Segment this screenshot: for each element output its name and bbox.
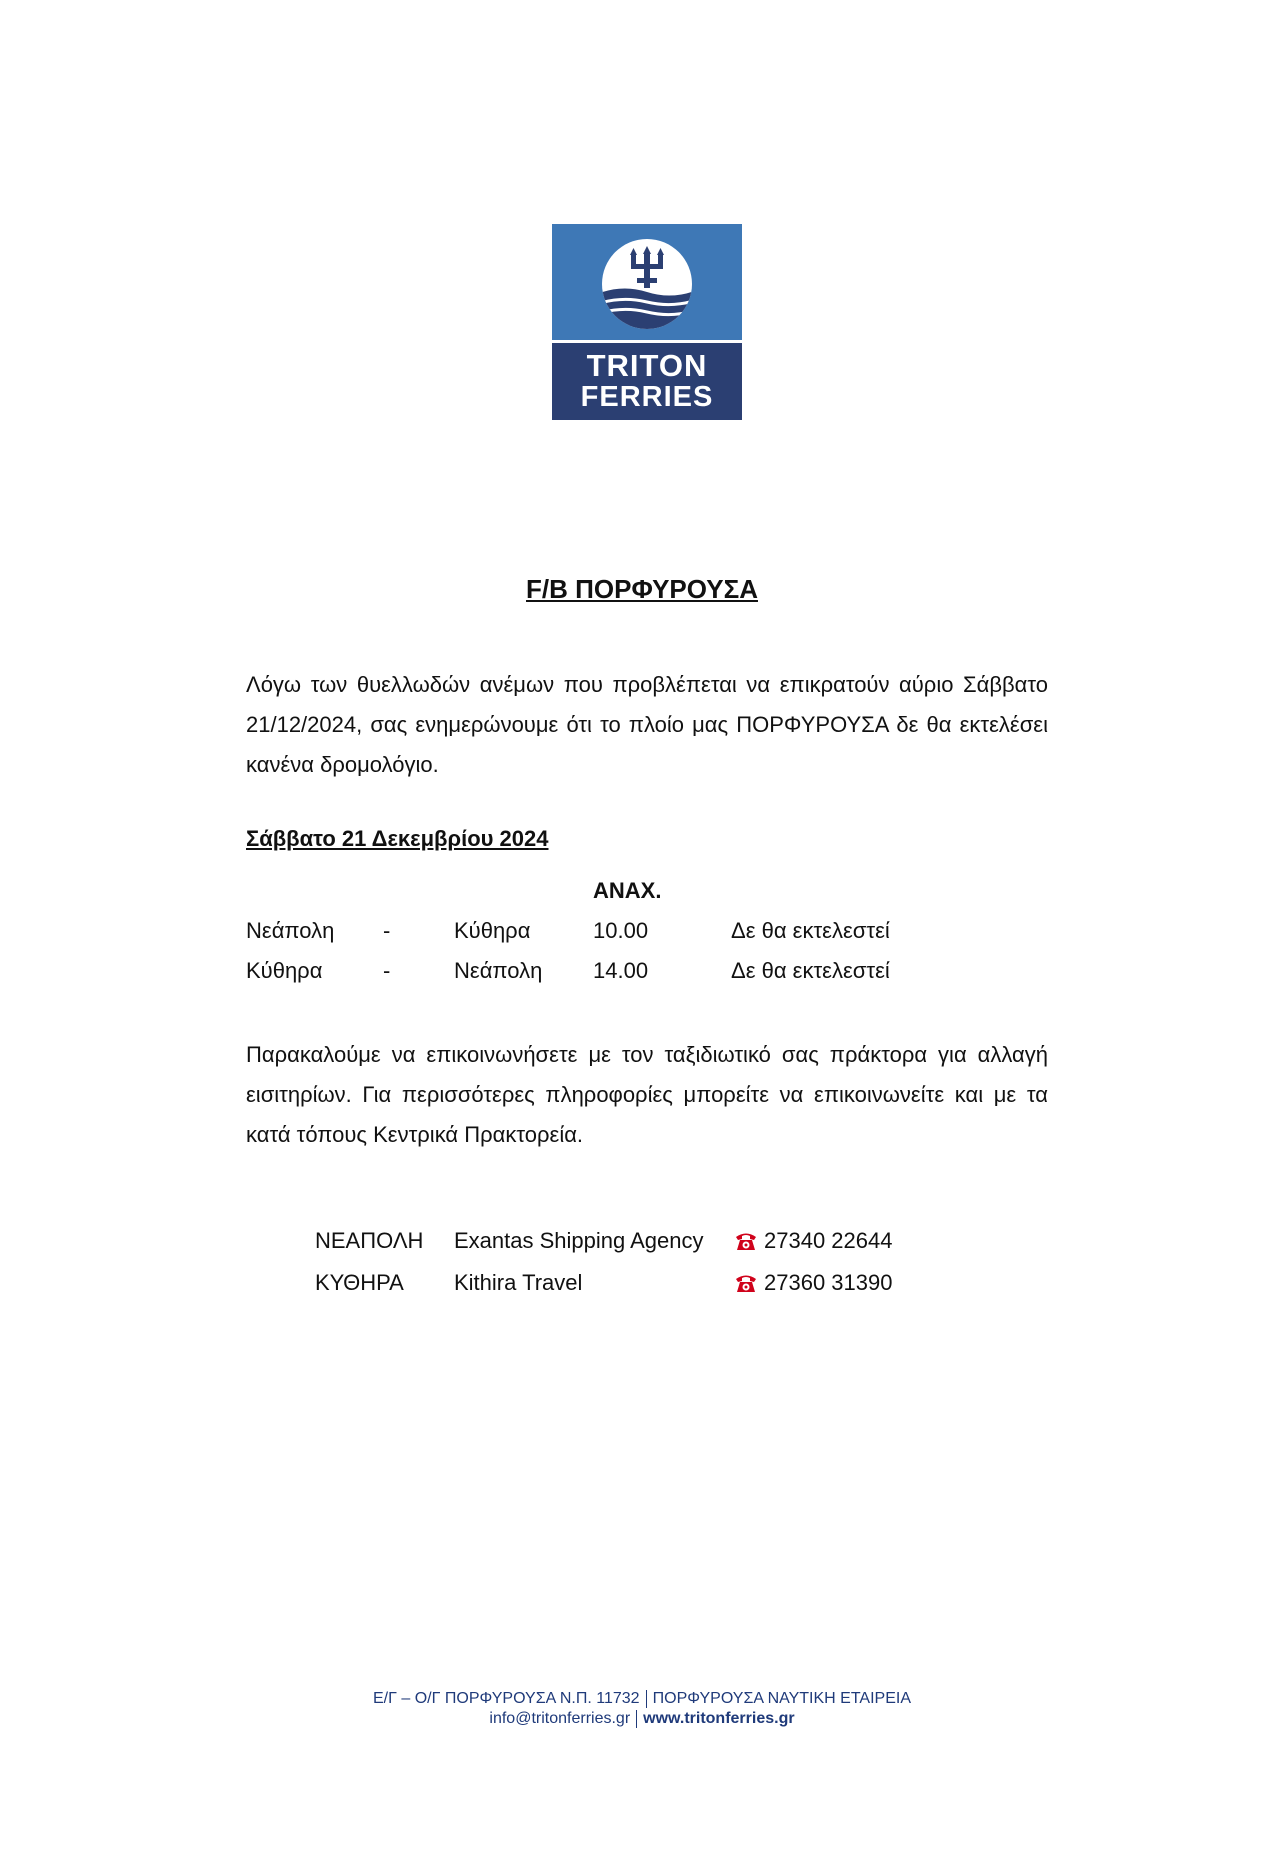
- footer-registration: Ε/Γ – Ο/Γ ΠΟΡΦΥΡΟΥΣΑ Ν.Π. 11732: [372, 1690, 640, 1708]
- contact-row: [0, 1270, 1284, 1310]
- logo-text-triton: TRITON: [586, 348, 708, 383]
- logo-wordmark-panel: [552, 343, 742, 420]
- route-destination: Κύθηρα: [454, 918, 531, 943]
- footer-website-link[interactable]: www.tritonferries.gr: [643, 1710, 795, 1728]
- footer-contact-line: [0, 1710, 1284, 1728]
- trident-wave-emblem-icon: [597, 234, 697, 334]
- contact-agency: Exantas Shipping Agency: [454, 1228, 704, 1253]
- schedule-day-heading: Σάββατο 21 Δεκεμβρίου 2024: [246, 826, 549, 851]
- triton-ferries-logo: [552, 224, 742, 420]
- schedule-row: [0, 958, 1284, 998]
- footer-email-link[interactable]: info@tritonferries.gr: [489, 1710, 631, 1728]
- route-origin: Νεάπολη: [246, 918, 335, 943]
- contact-city: ΚΥΘΗΡΑ: [315, 1270, 404, 1295]
- logo-text-ferries: FERRIES: [580, 381, 714, 413]
- route-destination: Νεάπολη: [454, 958, 543, 983]
- intro-paragraph: Λόγω των θυελλωδών ανέμων που προβλέπεται να επικρατούν αύριο Σάββατο 21/12/2024, σας ενημερώνουμε ότι το πλοίο μας ΠΟΡΦΥΡΟΥΣΑ δε θα εκτελέσει κανένα δρομολόγιο.: [246, 672, 1048, 777]
- departure-column-header: ΑΝΑΧ.: [593, 878, 662, 903]
- route-status: Δε θα εκτελεστεί: [731, 958, 890, 983]
- telephone-icon: [734, 1272, 758, 1300]
- contact-agency: Kithira Travel: [454, 1270, 583, 1295]
- departure-time: 10.00: [593, 918, 649, 943]
- contact-phone[interactable]: 27360 31390: [764, 1270, 893, 1295]
- logo-emblem-panel: [552, 224, 742, 340]
- page-title: F/B ΠΟΡΦΥΡΟΥΣΑ: [526, 574, 758, 604]
- footer-divider: [646, 1690, 647, 1708]
- notice-paragraph: Παρακαλούμε να επικοινωνήσετε με τον ταξιδιωτικό σας πράκτορα για αλλαγή εισιτηρίων. Για περισσότερες πληροφορίες μπορείτε να επικοινωνείτε και με τα κατά τόπους Κεντρικά Πρακτορεία.: [246, 1042, 1048, 1147]
- route-origin: Κύθηρα: [246, 958, 323, 983]
- footer-company-name: ΠΟΡΦΥΡΟΥΣΑ ΝΑΥΤΙΚΗ ΕΤΑΙΡΕΙΑ: [652, 1690, 912, 1708]
- route-separator: -: [383, 958, 391, 983]
- contact-row: [0, 1228, 1284, 1268]
- contact-city: ΝΕΑΠΟΛΗ: [315, 1228, 424, 1253]
- telephone-icon: [734, 1230, 758, 1258]
- departure-time: 14.00: [593, 958, 649, 983]
- schedule-row: [0, 918, 1284, 958]
- route-separator: -: [383, 918, 391, 943]
- footer-divider: [636, 1710, 637, 1728]
- footer-company-line: [0, 1690, 1284, 1708]
- contact-phone[interactable]: 27340 22644: [764, 1228, 893, 1253]
- route-status: Δε θα εκτελεστεί: [731, 918, 890, 943]
